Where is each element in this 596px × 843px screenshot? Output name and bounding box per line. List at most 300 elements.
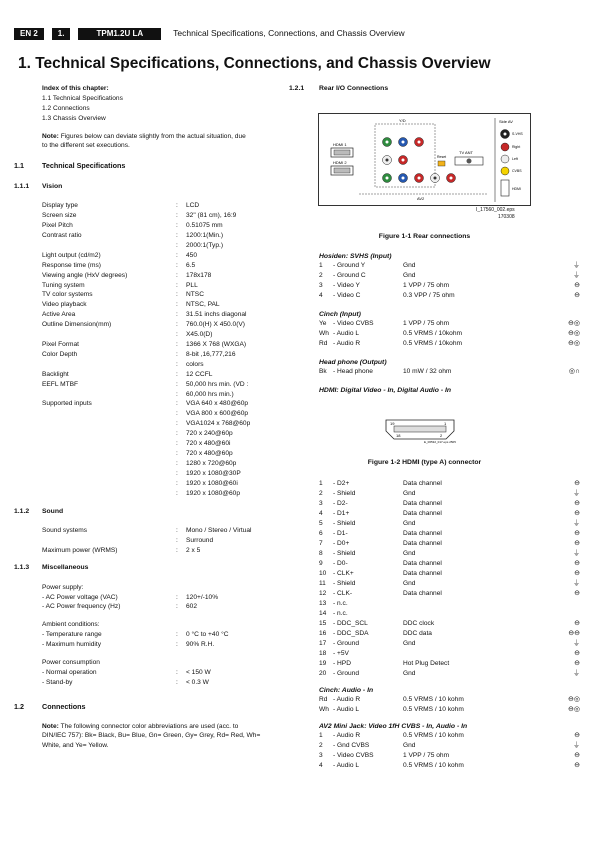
cinch-audio-pins <box>319 695 586 715</box>
pin-label: - Shield <box>333 550 356 557</box>
spec-row <box>42 390 284 400</box>
figure-1-1-caption: Figure 1-1 Rear connections <box>378 233 471 240</box>
pin-label: - Audio R <box>333 340 361 347</box>
right-column <box>289 84 585 94</box>
spec-value: 0.51075 mm <box>186 222 223 230</box>
spec-row <box>42 231 284 241</box>
pin-description: Data channel <box>403 530 442 537</box>
spec-colon: : <box>176 241 178 249</box>
pin-number: Rd <box>319 696 328 703</box>
hdmi-pin-block <box>319 479 586 771</box>
spec-row <box>42 489 284 499</box>
spec-value: 602 <box>186 603 198 611</box>
spec-colon: : <box>176 350 178 358</box>
pin-label: - Audio R <box>333 696 361 703</box>
spec-value: 32" (81 cm), 16:9 <box>186 212 237 220</box>
pin-symbol-icon: ⊖ <box>574 752 580 759</box>
spec-row <box>42 630 284 640</box>
spec-label <box>42 479 176 489</box>
spec-colon: : <box>176 526 178 534</box>
figure-ref-date: 170308 <box>497 214 515 220</box>
pin-number: 18 <box>319 650 327 657</box>
section-title: Technical Specifications <box>42 161 126 171</box>
spec-label <box>42 469 176 479</box>
spec-colon: : <box>176 380 178 388</box>
headphone-title: Head phone (Output) <box>319 359 387 366</box>
index-title: Index of this chapter: <box>42 85 109 92</box>
pin-description: Data channel <box>403 510 442 517</box>
pin-label: - n.c. <box>333 610 348 617</box>
spec-colon: : <box>176 536 178 544</box>
spec-label: Contrast ratio <box>42 232 82 240</box>
subsection-number: 1.2.1 <box>289 85 305 92</box>
spec-label <box>42 429 176 439</box>
pin-row <box>319 539 586 549</box>
spec-label: - Maximum humidity <box>42 641 101 649</box>
pin-label: - Audio L <box>333 330 360 337</box>
note-colors <box>42 722 264 752</box>
pin-number: 8 <box>319 550 323 557</box>
cinch-audio-title: Cinch: Audio - In <box>319 687 374 694</box>
spec-colon: : <box>176 271 178 279</box>
subsection-number: 1.1.3 <box>14 564 30 572</box>
spec-value: 6.5 <box>186 261 196 269</box>
pin-symbol-icon: ⊖⊖ <box>568 630 580 637</box>
spec-colon: : <box>176 400 178 408</box>
spec-value: VGA 640 x 480@60p <box>186 400 249 408</box>
pin-label: - Audio R <box>333 732 361 739</box>
reset-label: Reset <box>437 155 447 159</box>
pin-number: 3 <box>319 500 323 507</box>
pin-number: Wh <box>319 330 329 337</box>
spec-value: VGA1024 x 768@60p <box>186 420 251 428</box>
hdmi1-label: HDMI 1 <box>333 142 347 147</box>
spec-colon: : <box>176 479 178 487</box>
pin-label: - Shield <box>333 490 356 497</box>
spec-colon: : <box>176 430 178 438</box>
pin-symbol-icon: ⊖ <box>574 620 580 627</box>
ambient-specs <box>14 630 284 650</box>
pin-description: 1 VPP / 75 ohm <box>403 320 450 327</box>
pin-number: 10 <box>319 570 327 577</box>
spec-label: Pixel Pitch <box>42 222 73 230</box>
spec-row <box>42 459 284 469</box>
spec-label <box>42 419 176 429</box>
pin-number: 2 <box>319 742 323 749</box>
pin-row <box>319 741 586 751</box>
pin-label: - Shield <box>333 580 356 587</box>
figure-1-2-caption: Figure 1-2 HDMI (type A) connector <box>367 459 482 466</box>
spec-value: 31.51 inchs diagonal <box>186 311 247 319</box>
pin-number: Wh <box>319 706 329 713</box>
pin-symbol-icon: ⊖ <box>574 480 580 487</box>
pin-row <box>319 499 586 509</box>
spec-row <box>42 526 284 536</box>
spec-label <box>42 390 176 400</box>
pin-symbol-icon: ⊖◎ <box>568 320 580 327</box>
jack-left <box>501 155 509 163</box>
spec-colon: : <box>176 546 178 554</box>
spec-label: Viewing angle (HxV degrees) <box>42 271 128 279</box>
pin-description: Data channel <box>403 480 442 487</box>
pin-symbol-icon: ⏚ <box>573 742 580 749</box>
pin-symbol-icon: ⏚ <box>573 580 580 587</box>
spec-label: Video playback <box>42 301 87 309</box>
pin-symbol-icon: ⏚ <box>573 262 580 269</box>
spec-colon: : <box>176 281 178 289</box>
pin-row <box>319 629 586 639</box>
pin-description: 0.5 VRMS / 10 kohm <box>403 696 464 703</box>
spec-value: colors <box>186 360 204 368</box>
pin-row <box>319 281 586 291</box>
pin-row <box>319 609 586 619</box>
spec-label: EEFL MTBF <box>42 380 79 388</box>
pin-symbol-icon: ⊖ <box>574 570 580 577</box>
spec-colon: : <box>176 301 178 309</box>
pin-symbol-icon: ⊖◎ <box>568 696 580 703</box>
subsection-title: Vision <box>42 183 63 191</box>
spec-value: 450 <box>186 251 198 259</box>
hdmi-figure-ref: E_06532_017.eps 250505 <box>424 440 456 444</box>
spec-colon: : <box>176 449 178 457</box>
svhs-label: S-VHS <box>512 132 523 136</box>
index-item: 1.3 Chassis Overview <box>42 114 106 122</box>
pin-row <box>319 659 586 669</box>
spec-value: NTSC <box>186 291 204 299</box>
spec-colon: : <box>176 440 178 448</box>
spec-value: 1366 X 768 (WXGA) <box>186 341 247 349</box>
pin-description: 0.3 VPP / 75 ohm <box>403 292 455 299</box>
pin-number: 12 <box>319 590 327 597</box>
spec-label: Pixel Format <box>42 341 80 349</box>
spec-label: - Stand-by <box>42 678 73 686</box>
spec-colon: : <box>176 331 178 339</box>
pin-row <box>319 751 586 761</box>
spec-value: NTSC, PAL <box>186 301 220 309</box>
pin-row <box>319 569 586 579</box>
tv-ant-label: TV ANT <box>459 150 474 155</box>
spec-label: Active Area <box>42 311 76 319</box>
pin-description: 0.5 VRMS / 10 kohm <box>403 732 464 739</box>
pin-description <box>403 649 495 659</box>
pin-row <box>319 291 586 301</box>
pin-row <box>319 271 586 281</box>
headphone-pins <box>319 367 586 377</box>
spec-label <box>42 449 176 459</box>
pin-number: Bk <box>319 368 327 375</box>
spec-label <box>42 409 176 419</box>
spec-colon: : <box>176 232 178 240</box>
spec-value: 90% R.H. <box>186 641 215 649</box>
header-title: Technical Specifications, Connections, and Chassis Overview <box>173 28 405 39</box>
spec-label <box>42 489 176 499</box>
pin-description: 0.5 VRMS / 10kohm <box>403 340 463 347</box>
pin-description: Gnd <box>403 262 416 269</box>
pin-number: 9 <box>319 560 323 567</box>
spec-label: - AC Power frequency (Hz) <box>42 603 121 611</box>
spec-value: 2 x 5 <box>186 546 201 554</box>
spec-row <box>42 360 284 370</box>
spec-row <box>42 409 284 419</box>
spec-colon: : <box>176 370 178 378</box>
note-figures <box>42 132 252 152</box>
spec-row <box>42 536 284 546</box>
note-text: Figures below can deviate slightly from the actual situation, due to the different set executions. <box>42 132 246 150</box>
spec-label <box>42 536 176 546</box>
pin-symbol-icon: ⏚ <box>573 490 580 497</box>
spec-row <box>42 241 284 251</box>
pin-description: Gnd <box>403 520 416 527</box>
left-column <box>14 84 284 751</box>
spec-colon: : <box>176 489 178 497</box>
spec-colon: : <box>176 341 178 349</box>
chapter-title: 1. Technical Specifications, Connections, and Chassis Overview <box>18 55 491 72</box>
pin-row <box>319 529 586 539</box>
spec-colon: : <box>176 668 178 676</box>
pin-number: Ye <box>319 320 327 327</box>
power-supply-specs <box>14 593 284 613</box>
pin-row <box>319 639 586 649</box>
rear-panel-drawing <box>319 114 530 205</box>
pin-number: 2 <box>319 272 323 279</box>
av2-label: AV2 <box>417 196 425 201</box>
pin-row <box>319 589 586 599</box>
consumption-specs <box>14 668 284 688</box>
pin-label: - Audio L <box>333 706 360 713</box>
spec-value: 1200:1(Min.) <box>186 232 224 240</box>
pin-symbol-icon: ⊖ <box>574 292 580 299</box>
pin-description: 10 mW / 32 ohm <box>403 368 452 375</box>
spec-colon: : <box>176 222 178 230</box>
spec-row <box>42 350 284 360</box>
pin-description: Gnd <box>403 272 416 279</box>
model-box: TPM1.2U LA <box>78 28 161 40</box>
spec-row <box>42 399 284 409</box>
figure-ref <box>476 207 515 221</box>
pin-label: - D0- <box>333 560 348 567</box>
spec-value: 60,000 hrs min.) <box>186 390 234 398</box>
pin-number: 1 <box>319 732 323 739</box>
spec-row <box>42 602 284 612</box>
spec-value: 720 x 480@60i <box>186 440 231 448</box>
spec-row <box>42 201 284 211</box>
spec-label: Display type <box>42 202 78 210</box>
spec-row <box>42 300 284 310</box>
spec-value: 760.0(H) X 450.0(V) <box>186 321 246 329</box>
svhs-title: Hosiden: SVHS (Input) <box>319 253 392 260</box>
hdmi-title: HDMI: Digital Video - In, Digital Audio - In <box>319 387 452 394</box>
spec-row <box>42 340 284 350</box>
section-1-2 <box>14 702 284 713</box>
pin-row <box>319 549 586 559</box>
pin-description: Gnd <box>403 742 416 749</box>
lang-box: EN 2 <box>14 28 44 40</box>
spec-row <box>42 221 284 231</box>
spec-value: Mono / Stereo / Virtual <box>186 526 252 534</box>
pin-row <box>319 731 586 741</box>
spec-value: 50,000 hrs min. (VD : <box>186 380 249 388</box>
spec-value: 720 x 240@60p <box>186 430 233 438</box>
spec-row <box>42 449 284 459</box>
pin-description: DDC clock <box>403 620 435 627</box>
pin-symbol-icon: ⊖ <box>574 732 580 739</box>
spec-value: PLL <box>186 281 198 289</box>
spec-label <box>42 241 176 251</box>
pin-number: Rd <box>319 340 328 347</box>
consumption-title: Power consumption <box>42 659 100 667</box>
spec-label: - Temperature range <box>42 631 102 639</box>
hdmi-pin-1-label: 1 <box>444 421 447 426</box>
pin-number: 15 <box>319 620 327 627</box>
spec-value: 120+/-10% <box>186 593 219 601</box>
spec-row <box>42 370 284 380</box>
pin-number: 3 <box>319 752 323 759</box>
right-label: Right <box>512 145 521 149</box>
pin-label: - CLK- <box>333 590 353 597</box>
spec-value: LCD <box>186 202 200 210</box>
spec-label: Supported inputs <box>42 400 92 408</box>
side-av-label: Side AV <box>499 119 513 124</box>
ypbpr-label: Y/D <box>399 118 406 123</box>
pin-label: - Gnd CVBS <box>333 742 370 749</box>
subsection-title: Sound <box>42 507 64 515</box>
pin-symbol-icon: ⏚ <box>573 520 580 527</box>
subsection-number: 1.1.2 <box>14 507 30 515</box>
spec-colon: : <box>176 202 178 210</box>
pin-row <box>319 695 586 705</box>
spec-label: Light output (cd/m2) <box>42 251 101 259</box>
pin-symbol-icon: ⏚ <box>573 272 580 279</box>
spec-colon: : <box>176 678 178 686</box>
spec-colon: : <box>176 390 178 398</box>
spec-value: < 150 W <box>186 668 211 676</box>
spec-row <box>42 310 284 320</box>
spec-row <box>42 380 284 390</box>
pin-label: - Ground Y <box>333 262 366 269</box>
pin-description: Hot Plug Detect <box>403 660 450 667</box>
pin-symbol-icon: ⏚ <box>573 640 580 647</box>
subsection-1-1-3 <box>14 563 284 573</box>
pin-row <box>319 559 586 569</box>
pin-number: 6 <box>319 530 323 537</box>
spec-label: Tuning system <box>42 281 85 289</box>
pin-row <box>319 367 586 377</box>
spec-value: 1280 x 720@60p <box>186 459 237 467</box>
pin-row <box>319 599 586 609</box>
av2-pins <box>319 731 586 771</box>
side-hdmi-label: HDMI <box>512 187 521 191</box>
hdmi-pin-19-label: 19 <box>390 421 395 426</box>
hdmi2-label: HDMI 2 <box>333 160 347 165</box>
subsection-title: Rear I/O Connections <box>319 85 389 92</box>
pin-label: - D0+ <box>333 540 350 547</box>
spec-value: 0 °C to +40 °C <box>186 631 229 639</box>
pin-label: - Ground <box>333 640 360 647</box>
spec-label: Response time (ms) <box>42 261 101 269</box>
pin-number: 7 <box>319 540 323 547</box>
rear-connections-diagram <box>318 113 531 206</box>
spec-label <box>42 459 176 469</box>
pin-number: 16 <box>319 630 327 637</box>
pin-row <box>319 761 586 771</box>
spec-label: - Normal operation <box>42 668 97 676</box>
spec-value: < 0.3 W <box>186 678 209 686</box>
pin-description: Data channel <box>403 560 442 567</box>
spec-value: 12 CCFL <box>186 370 213 378</box>
cinch-title: Cinch (Input) <box>319 311 361 318</box>
spec-value: VGA 800 x 600@60p <box>186 410 249 418</box>
svhs-block <box>319 252 586 395</box>
pin-description: DDC data <box>403 630 432 637</box>
spec-row <box>42 678 284 688</box>
pin-row <box>319 489 586 499</box>
pin-number: 4 <box>319 292 323 299</box>
section-1-1 <box>14 161 284 172</box>
spec-label: Maximum power (WRMS) <box>42 546 118 554</box>
spec-label: - AC Power voltage (VAC) <box>42 593 118 601</box>
pin-label: - D1+ <box>333 510 350 517</box>
spec-row <box>42 419 284 429</box>
pin-row <box>319 261 586 271</box>
pin-symbol-icon: ⊖ <box>574 540 580 547</box>
pin-label: - CLK+ <box>333 570 354 577</box>
spec-value: 8-bit ,16,777,216 <box>186 350 236 358</box>
running-header <box>14 27 405 40</box>
power-supply-title: Power supply: <box>42 583 84 591</box>
spec-colon: : <box>176 641 178 649</box>
cinch-pins <box>319 319 586 349</box>
pin-label: - n.c. <box>333 600 348 607</box>
spec-colon: : <box>176 459 178 467</box>
spec-row <box>42 439 284 449</box>
pin-description: 0.5 VRMS / 10 kohm <box>403 706 464 713</box>
spec-label: Outline Dimension(mm) <box>42 321 112 329</box>
section-number: 1.2 <box>14 701 24 711</box>
spec-row <box>42 261 284 271</box>
note-text: The following connector color abbreviations are used (acc. to DIN/IEC 757): Bk= Black, Bu= Blue, Gn= Green, Gy= Grey, Rd= Red, Wh= White, and Ye= Yellow. <box>42 722 261 750</box>
pin-number: 19 <box>319 660 327 667</box>
pin-description: Gnd <box>403 490 416 497</box>
pin-number: 1 <box>319 480 323 487</box>
hdmi-connector-drawing <box>384 417 456 445</box>
pin-symbol-icon: ⊖ <box>574 510 580 517</box>
index-item: 1.1 Technical Specifications <box>42 94 123 102</box>
pin-description: Gnd <box>403 580 416 587</box>
pin-row <box>319 705 586 715</box>
section-title: Connections <box>42 701 86 711</box>
spec-colon: : <box>176 311 178 319</box>
pin-description: 0.5 VRMS / 10kohm <box>403 330 463 337</box>
subsection-number: 1.1.1 <box>14 183 30 191</box>
subsection-1-1-1 <box>14 182 284 192</box>
spec-row <box>42 281 284 291</box>
spec-colon: : <box>176 593 178 601</box>
hdmi-pins <box>319 479 586 679</box>
spec-value: X45.0(D) <box>186 331 213 339</box>
pin-description: 0.5 VRMS / 10 kohm <box>403 762 464 769</box>
spec-row <box>42 593 284 603</box>
subsection-1-2-1 <box>289 84 585 94</box>
pin-symbol-icon: ⊖◎ <box>568 340 580 347</box>
pin-number: 4 <box>319 510 323 517</box>
pin-label: - Ground C <box>333 272 366 279</box>
pin-symbol-icon: ⊖ <box>574 762 580 769</box>
pin-number: 20 <box>319 670 327 677</box>
spec-row <box>42 668 284 678</box>
spec-row <box>42 271 284 281</box>
spec-colon: : <box>176 360 178 368</box>
subsection-1-1-2 <box>14 507 284 517</box>
